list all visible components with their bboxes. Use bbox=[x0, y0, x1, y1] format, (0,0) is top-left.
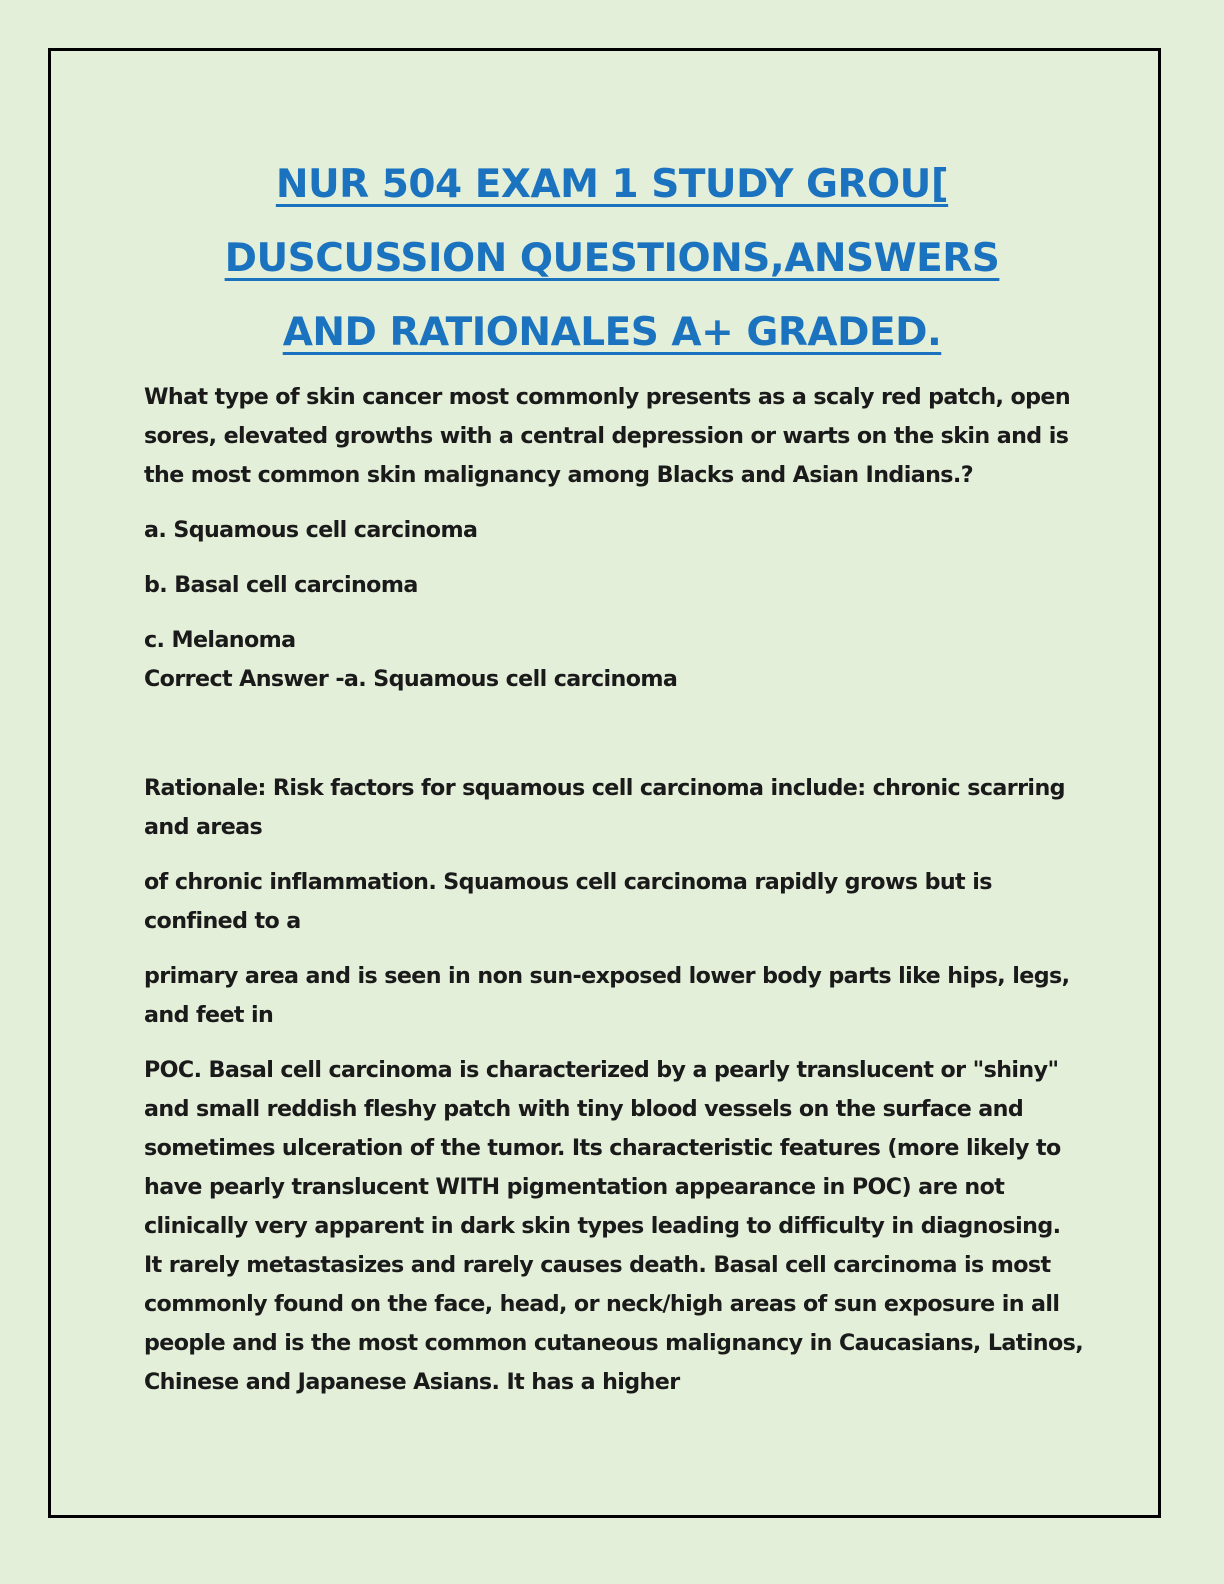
option-c: c. Melanoma bbox=[144, 627, 296, 653]
document-body bbox=[144, 378, 1084, 1418]
title-line-1: NUR 504 EXAM 1 STUDY GROU[ bbox=[275, 162, 949, 207]
option-b: b. Basal cell carcinoma bbox=[144, 572, 418, 598]
spacer bbox=[144, 699, 1084, 769]
rationale-paragraph-2: of chronic inflammation. Squamous cell carcinoma rapidly grows but is confined to a bbox=[144, 869, 992, 934]
rationale-paragraph-4: POC. Basal cell carcinoma is characterized by a pearly translucent or "shiny" and small reddish fleshy patch with tiny blood vessels on the surface and sometimes ulceration of the tumor. Its characteristic features (more likely to have pearly translucent WITH pigmentation appearance in POC) are not clinically very apparent in dark skin types leading to difficulty in diagnosing. It rarely metastasizes and rarely causes death. Basal cell carcinoma is most commonly found on the face, head, or neck/high areas of sun exposure in all people and is the most common cutaneous malignancy in Caucasians, Latinos, Chinese and Japanese Asians. It has a higher bbox=[144, 1057, 1084, 1395]
question-text: What type of skin cancer most commonly presents as a scaly red patch, open sores, elevated growths with a central depression or warts on the skin and is the most common skin malignancy among Blacks and Asian Indians.? bbox=[144, 384, 1071, 488]
correct-answer: Correct Answer -a. Squamous cell carcinoma bbox=[144, 666, 678, 692]
document-title bbox=[0, 148, 1224, 370]
title-line-2: DUSCUSSION QUESTIONS,ANSWERS bbox=[224, 236, 1000, 281]
option-a: a. Squamous cell carcinoma bbox=[144, 517, 478, 543]
rationale-paragraph-1: Rationale: Risk factors for squamous cell carcinoma include: chronic scarring and areas bbox=[144, 775, 1065, 840]
title-line-3: AND RATIONALES A+ GRADED. bbox=[282, 310, 942, 355]
rationale-paragraph-3: primary area and is seen in non sun-exposed lower body parts like hips, legs, and feet in bbox=[144, 963, 1070, 1028]
